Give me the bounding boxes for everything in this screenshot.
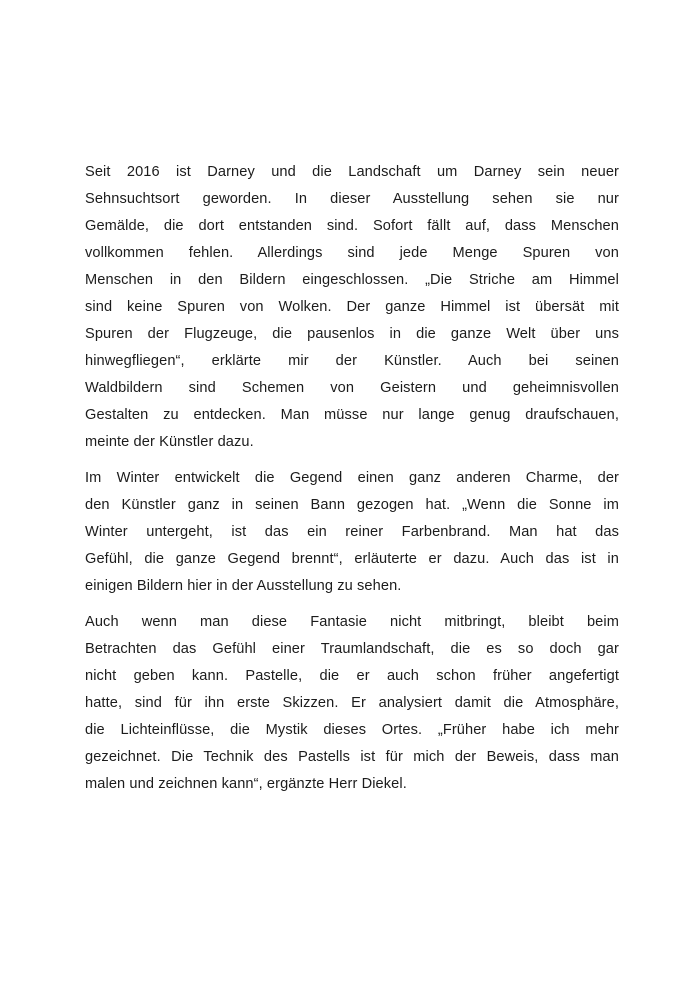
text-line: Winter untergeht, ist das ein reiner Farbenbrand. Man hat das (85, 524, 619, 540)
text-line: meinte der Künstler dazu. (85, 434, 254, 450)
document-text (85, 159, 619, 807)
text-line: Sehnsuchtsort geworden. In dieser Ausstellung sehen sie nur (85, 191, 619, 207)
text-line: sind keine Spuren von Wolken. Der ganze Himmel ist übersät mit (85, 299, 619, 315)
text-line: vollkommen fehlen. Allerdings sind jede Menge Spuren von (85, 245, 619, 261)
text-line: nicht geben kann. Pastelle, die er auch schon früher angefertigt (85, 668, 619, 684)
text-line: Seit 2016 ist Darney und die Landschaft um Darney sein neuer (85, 164, 619, 180)
paragraph (85, 609, 619, 798)
paragraph (85, 159, 619, 456)
text-line: gezeichnet. Die Technik des Pastells ist für mich der Beweis, dass man (85, 749, 619, 765)
paragraph (85, 465, 619, 600)
text-line: Menschen in den Bildern eingeschlossen. „Die Striche am Himmel (85, 272, 619, 288)
text-line: Auch wenn man diese Fantasie nicht mitbringt, bleibt beim (85, 614, 619, 630)
text-line: hatte, sind für ihn erste Skizzen. Er analysiert damit die Atmosphäre, (85, 695, 619, 711)
text-line: den Künstler ganz in seinen Bann gezogen hat. „Wenn die Sonne im (85, 497, 619, 513)
text-line: Spuren der Flugzeuge, die pausenlos in die ganze Welt über uns (85, 326, 619, 342)
text-line: einigen Bildern hier in der Ausstellung zu sehen. (85, 578, 402, 594)
text-line: Waldbildern sind Schemen von Geistern und geheimnisvollen (85, 380, 619, 396)
text-line: Gemälde, die dort entstanden sind. Sofort fällt auf, dass Menschen (85, 218, 619, 234)
text-line: hinwegfliegen“, erklärte mir der Künstler. Auch bei seinen (85, 353, 619, 369)
text-line: malen und zeichnen kann“, ergänzte Herr Diekel. (85, 776, 407, 792)
text-line: Gefühl, die ganze Gegend brennt“, erläuterte er dazu. Auch das ist in (85, 551, 619, 567)
text-line: Gestalten zu entdecken. Man müsse nur lange genug draufschauen, (85, 407, 619, 423)
text-line: die Lichteinflüsse, die Mystik dieses Ortes. „Früher habe ich mehr (85, 722, 619, 738)
text-line: Im Winter entwickelt die Gegend einen ganz anderen Charme, der (85, 470, 619, 486)
text-line: Betrachten das Gefühl einer Traumlandschaft, die es so doch gar (85, 641, 619, 657)
